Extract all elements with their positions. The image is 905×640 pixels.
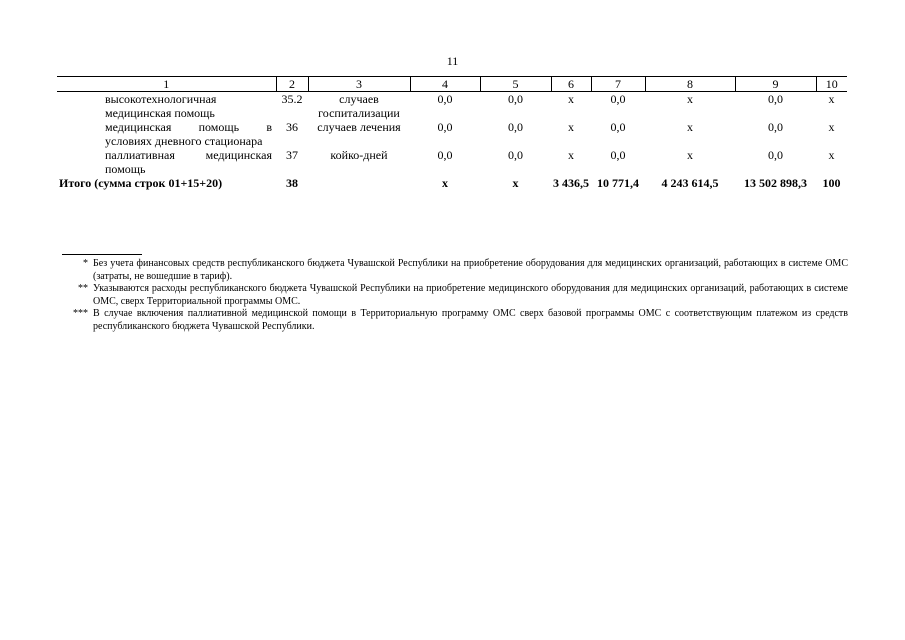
page-number: 11 [446, 54, 459, 68]
footnote-separator [62, 254, 142, 255]
total-cell: 10 771,4 [597, 176, 639, 190]
table-cell: х [828, 120, 835, 134]
total-label: Итого (сумма строк 01+15+20) [59, 176, 223, 190]
table-row [57, 92, 847, 121]
footnotes [62, 258, 848, 333]
table-cell: 0,0 [610, 148, 626, 162]
footnote-mark: *** [73, 308, 88, 319]
table-cell: х [568, 92, 574, 106]
header-cell: 1 [57, 77, 276, 92]
footnote-mark: ** [78, 283, 88, 294]
footnote [62, 308, 848, 333]
header-cell: 10 [816, 77, 847, 92]
total-unit [308, 176, 410, 190]
row-number: 37 [286, 148, 298, 162]
table-cell: 0,0 [768, 92, 783, 106]
table-cell: х [828, 148, 835, 162]
row-unit: случаев лечения [317, 120, 401, 134]
table-cell: 0,0 [768, 148, 783, 162]
footnote-mark: * [83, 258, 88, 269]
row-unit: койко-дней [330, 148, 388, 162]
total-cell: 13 502 898,3 [744, 176, 807, 190]
header-cell: 8 [645, 77, 735, 92]
table-cell: 0,0 [508, 120, 523, 134]
total-cell: х [442, 176, 448, 190]
table-header-row [57, 77, 847, 92]
table-cell: х [687, 92, 693, 106]
row-number: 35.2 [281, 92, 303, 106]
footnote-text: В случае включения паллиативной медицинской помощи в Территориальную программу ОМС сверх базовой программы ОМС с соответствующим платежом из средств республиканского бюджета Чувашской Республики. [93, 308, 848, 332]
table-cell: х [568, 120, 574, 134]
table-row [57, 148, 847, 176]
total-row-number: 38 [286, 176, 298, 190]
data-table [57, 76, 847, 190]
table-row [57, 120, 847, 148]
header-cell: 9 [735, 77, 816, 92]
row-label: паллиативная медицинская помощь [105, 148, 272, 176]
table-cell: х [687, 120, 693, 134]
footnote-text: Без учета финансовых средств республиканского бюджета Чувашской Республики на приобретение оборудования для медицинских организаций, работающих в системе ОМС (затраты, не вошедшие в тариф). [93, 258, 848, 282]
total-cell: 100 [822, 176, 841, 190]
footnote [62, 258, 848, 283]
total-row [57, 176, 847, 190]
total-cell: х [512, 176, 519, 190]
row-label: медицинская помощь в условиях дневного стационара [105, 120, 272, 148]
table-cell: х [828, 92, 835, 106]
footnote-text: Указываются расходы республиканского бюджета Чувашской Республики на приобретение медицинского оборудования для медицинских организаций, работающих в системе ОМС, сверх Территориальной программы ОМС. [93, 283, 848, 307]
row-number: 36 [286, 120, 298, 134]
table-cell: 0,0 [508, 148, 523, 162]
table-cell: 0,0 [768, 120, 783, 134]
header-cell: 3 [308, 77, 410, 92]
total-cell: 3 436,5 [553, 176, 589, 190]
table-cell: 0,0 [437, 148, 453, 162]
table-cell: 0,0 [437, 92, 453, 106]
footnote [62, 283, 848, 308]
table-cell: х [568, 148, 574, 162]
total-cell: 4 243 614,5 [661, 176, 719, 190]
header-cell: 4 [410, 77, 480, 92]
table-cell: х [687, 148, 693, 162]
header-cell: 2 [276, 77, 308, 92]
header-cell: 7 [591, 77, 645, 92]
table-cell: 0,0 [610, 120, 626, 134]
table-cell: 0,0 [437, 120, 453, 134]
row-unit: случаев госпитализации [318, 92, 400, 120]
table-cell: 0,0 [508, 92, 523, 106]
table-cell: 0,0 [610, 92, 626, 106]
header-cell: 5 [480, 77, 551, 92]
header-cell: 6 [551, 77, 591, 92]
row-label: высокотехнологичная медицинская помощь [105, 92, 217, 120]
